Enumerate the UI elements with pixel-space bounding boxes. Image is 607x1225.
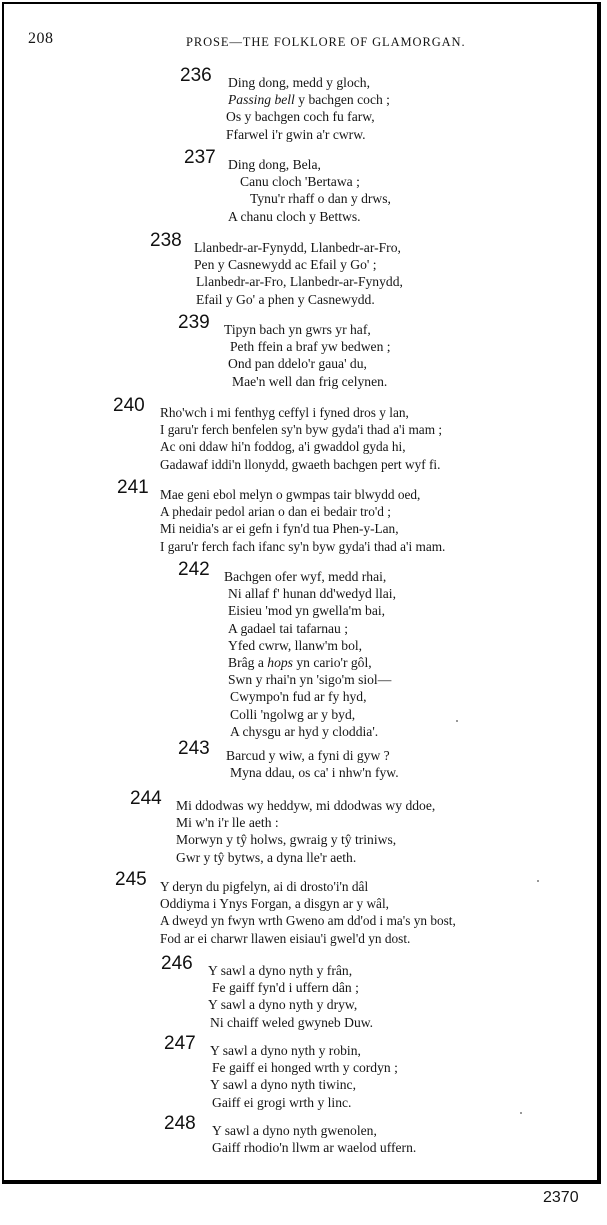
verse-text: Pen y Casnewydd ac Efail y Go' ;: [194, 257, 377, 273]
verse-line: [228, 620, 396, 637]
verse-line: [176, 831, 435, 848]
verse-number: 244: [130, 788, 162, 809]
verse-text: Y deryn du pigfelyn, ai di drosto'i'n dâl: [160, 879, 369, 894]
verse-text: Mi w'n i'r lle aeth :: [176, 815, 279, 831]
verse-number: 239: [178, 312, 210, 333]
verse-number: 242: [178, 559, 210, 580]
verse-text: Llanbedr-ar-Fro, Llanbedr-ar-Fynydd,: [196, 274, 403, 290]
verse-text: A gadael tai tafarnau ;: [228, 620, 349, 636]
verse-line: [212, 979, 373, 996]
verse-line: [228, 156, 391, 173]
verse-text: Y sawl a dyno nyth y robin,: [210, 1043, 361, 1058]
verse-text: Mi neidia's ar ei gefn i fyn'd tua Phen-y-Lan,: [160, 521, 399, 537]
verse-line: [212, 1059, 398, 1076]
verse-number: 236: [180, 65, 212, 86]
verse-text: Rho'wch i mi fenthyg ceffyl i fyned dros y lan,: [160, 405, 409, 420]
verse-line: [208, 962, 373, 979]
verse-text: Ni allaf f' hunan dd'wedyd llai,: [228, 586, 396, 602]
verse-line: [228, 671, 396, 688]
verse-text: Efail y Go' a phen y Casnewydd.: [196, 291, 375, 307]
verse-text: Gaiff rhodio'n llwm ar waelod uffern.: [212, 1140, 417, 1156]
verse-line: [226, 126, 390, 143]
verse-text: Fe gaiff ei honged wrth y cordyn ;: [212, 1060, 398, 1076]
verse-number: 241: [117, 477, 149, 498]
verse-line: [160, 930, 456, 947]
verse-text: Cwympo'n fud ar fy hyd,: [230, 689, 367, 705]
verse-line: [232, 373, 391, 390]
verse-text: Y sawl a dyno nyth tiwinc,: [210, 1077, 356, 1093]
verse-245: [115, 869, 456, 947]
print-speck: [456, 720, 458, 722]
verse-line: [228, 91, 390, 108]
verse-text: Gwr y tŷ bytws, a dyna lle'r aeth.: [176, 849, 357, 865]
verse-line: [228, 585, 396, 602]
verse-text: Oddiyma i Ynys Forgan, a disgyn ar y wâl,: [160, 896, 389, 912]
verse-text: Ac oni ddaw hi'n foddog, a'i gwaddol gyda hi,: [160, 439, 406, 455]
verse-243: [178, 738, 399, 781]
verse-line: [228, 602, 396, 619]
running-head: PROSE—THE FOLKLORE OF GLAMORGAN.: [186, 35, 466, 49]
verse-line: [160, 503, 445, 520]
verse-text: A phedair pedol arian o dan ei bedair tro'd ;: [160, 504, 391, 520]
verse-text: Morwyn y tŷ holws, gwraig y tŷ triniws,: [176, 832, 397, 848]
verse-number: 238: [150, 230, 182, 251]
verse-246: [161, 953, 374, 1031]
verse-line: [226, 747, 399, 764]
verse-line: [160, 438, 442, 455]
verse-text: Swn y rhai'n yn 'sigo'm siol—: [228, 672, 392, 688]
verse-text: Tipyn bach yn gwrs yr haf,: [224, 322, 371, 337]
verse-text: Llanbedr-ar-Fynydd, Llanbedr-ar-Fro,: [194, 240, 401, 255]
verse-247: [164, 1033, 398, 1111]
verse-line: [212, 1094, 398, 1111]
verse-text: yn cario'r gôl,: [292, 655, 372, 671]
verse-236: [180, 65, 390, 143]
verse-line: [194, 239, 403, 256]
verse-text: I garu'r ferch benfelen sy'n byw gyda'i thad a'i mam ;: [160, 422, 443, 438]
verse-text: Peth ffein a braf yw bedwen ;: [230, 339, 391, 355]
verse-line: [210, 1014, 373, 1031]
verse-line: [226, 108, 390, 125]
verse-number: 237: [184, 147, 216, 168]
verse-line: [160, 486, 445, 503]
italic-text: hops: [267, 655, 293, 671]
verse-text: Ding dong, medd y gloch,: [228, 75, 370, 90]
verse-line: [212, 1122, 416, 1139]
verse-237: [184, 147, 391, 225]
verse-line: [230, 706, 396, 723]
verse-number: 247: [164, 1033, 196, 1054]
verse-239: [178, 312, 391, 390]
verse-text: y bachgen coch ;: [294, 92, 390, 108]
verse-number: 243: [178, 738, 210, 759]
verse-line: [210, 1042, 398, 1059]
print-speck: [537, 880, 539, 882]
verse-line: [160, 520, 445, 537]
verse-line: [240, 173, 391, 190]
verse-text: Barcud y wiw, a fyni di gyw ?: [226, 748, 390, 763]
verse-text: I garu'r ferch fach ifanc sy'n byw gyda'i thad a'i mam.: [160, 538, 446, 554]
verse-text: Tynu'r rhaff o dan y drws,: [250, 191, 391, 207]
verse-text: Mae geni ebol melyn o gwmpas tair blwydd oed,: [160, 487, 421, 502]
verse-number: 246: [161, 953, 193, 974]
verse-line: [230, 338, 391, 355]
verse-text: Y sawl a dyno nyth y dryw,: [208, 997, 358, 1013]
verse-241: [117, 477, 446, 555]
verse-text: Y sawl a dyno nyth y frân,: [208, 963, 353, 978]
verse-line: [160, 421, 442, 438]
verse-244: [130, 788, 436, 866]
verse-text: Ding dong, Bela,: [228, 157, 321, 172]
verse-text: Gaiff ei grogi wrth y linc.: [212, 1094, 352, 1110]
verse-line: [228, 208, 391, 225]
verse-text: Brâg a: [228, 655, 268, 671]
page-number: 208: [28, 30, 54, 47]
verse-text: Gadawaf iddi'n llonydd, gwaeth bachgen pert wyf fi.: [160, 456, 441, 472]
verse-line: [210, 1076, 398, 1093]
verse-line: [230, 688, 396, 705]
verse-line: [230, 723, 396, 740]
verse-text: Mi ddodwas wy heddyw, mi ddodwas wy ddoe,: [176, 798, 436, 813]
verse-line: [208, 996, 373, 1013]
verse-number: 248: [164, 1113, 196, 1134]
verse-text: Ni chaiff weled gwyneb Duw.: [210, 1014, 374, 1030]
verse-line: [230, 764, 399, 781]
verse-line: [250, 190, 391, 207]
verse-line: [160, 878, 456, 895]
print-speck: [520, 1112, 522, 1114]
verse-line: [176, 814, 435, 831]
verse-line: [160, 404, 442, 421]
verse-line: [176, 849, 435, 866]
verse-number: 245: [115, 869, 147, 890]
verse-line: [228, 637, 396, 654]
verse-line: [212, 1139, 416, 1156]
italic-text: Passing bell: [228, 92, 295, 108]
verse-line: [228, 654, 396, 671]
verse-text: Bachgen ofer wyf, medd rhai,: [224, 569, 387, 584]
verse-text: A chysgu ar hyd y cloddia'.: [230, 723, 379, 739]
verse-line: [176, 797, 435, 814]
verse-text: Mae'n well dan frig celynen.: [232, 373, 388, 389]
verse-text: Ffarwel i'r gwin a'r cwrw.: [226, 126, 366, 142]
verse-text: Colli 'ngolwg ar y byd,: [230, 706, 356, 722]
verse-line: [196, 273, 403, 290]
verse-text: Y sawl a dyno nyth gwenolen,: [212, 1123, 377, 1138]
verse-text: Canu cloch 'Bertawa ;: [240, 174, 360, 190]
image-number: 2370: [543, 1189, 579, 1206]
verse-line: [160, 895, 456, 912]
verse-line: [224, 568, 396, 585]
verse-240: [113, 395, 443, 473]
verse-line: [224, 321, 391, 338]
verse-line: [160, 538, 445, 555]
verse-line: [160, 912, 456, 929]
verse-text: A dweyd yn fwyn wrth Gweno am dd'od i ma's yn bost,: [160, 913, 456, 929]
verse-number: 240: [113, 395, 145, 416]
verse-248: [164, 1113, 417, 1156]
verse-text: Eisieu 'mod yn gwella'm bai,: [228, 603, 386, 619]
verse-line: [196, 291, 403, 308]
verse-text: Fe gaiff fyn'd i uffern dân ;: [212, 980, 359, 996]
verse-line: [160, 456, 442, 473]
verse-238: [150, 230, 403, 308]
verse-text: Os y bachgen coch fu farw,: [226, 109, 375, 125]
verse-242: [178, 559, 396, 740]
verse-text: A chanu cloch y Bettws.: [228, 208, 361, 224]
verse-line: [228, 74, 390, 91]
verse-text: Fod ar ei charwr llawen eisiau'i gwel'd yn dost.: [160, 930, 411, 946]
verse-text: Yfed cwrw, llanw'm bol,: [228, 637, 363, 653]
verse-line: [228, 355, 391, 372]
verse-text: Myna ddau, os ca' i nhw'n fyw.: [230, 765, 399, 781]
verse-line: [194, 256, 403, 273]
verse-text: Ond pan ddelo'r gaua' du,: [228, 356, 367, 372]
